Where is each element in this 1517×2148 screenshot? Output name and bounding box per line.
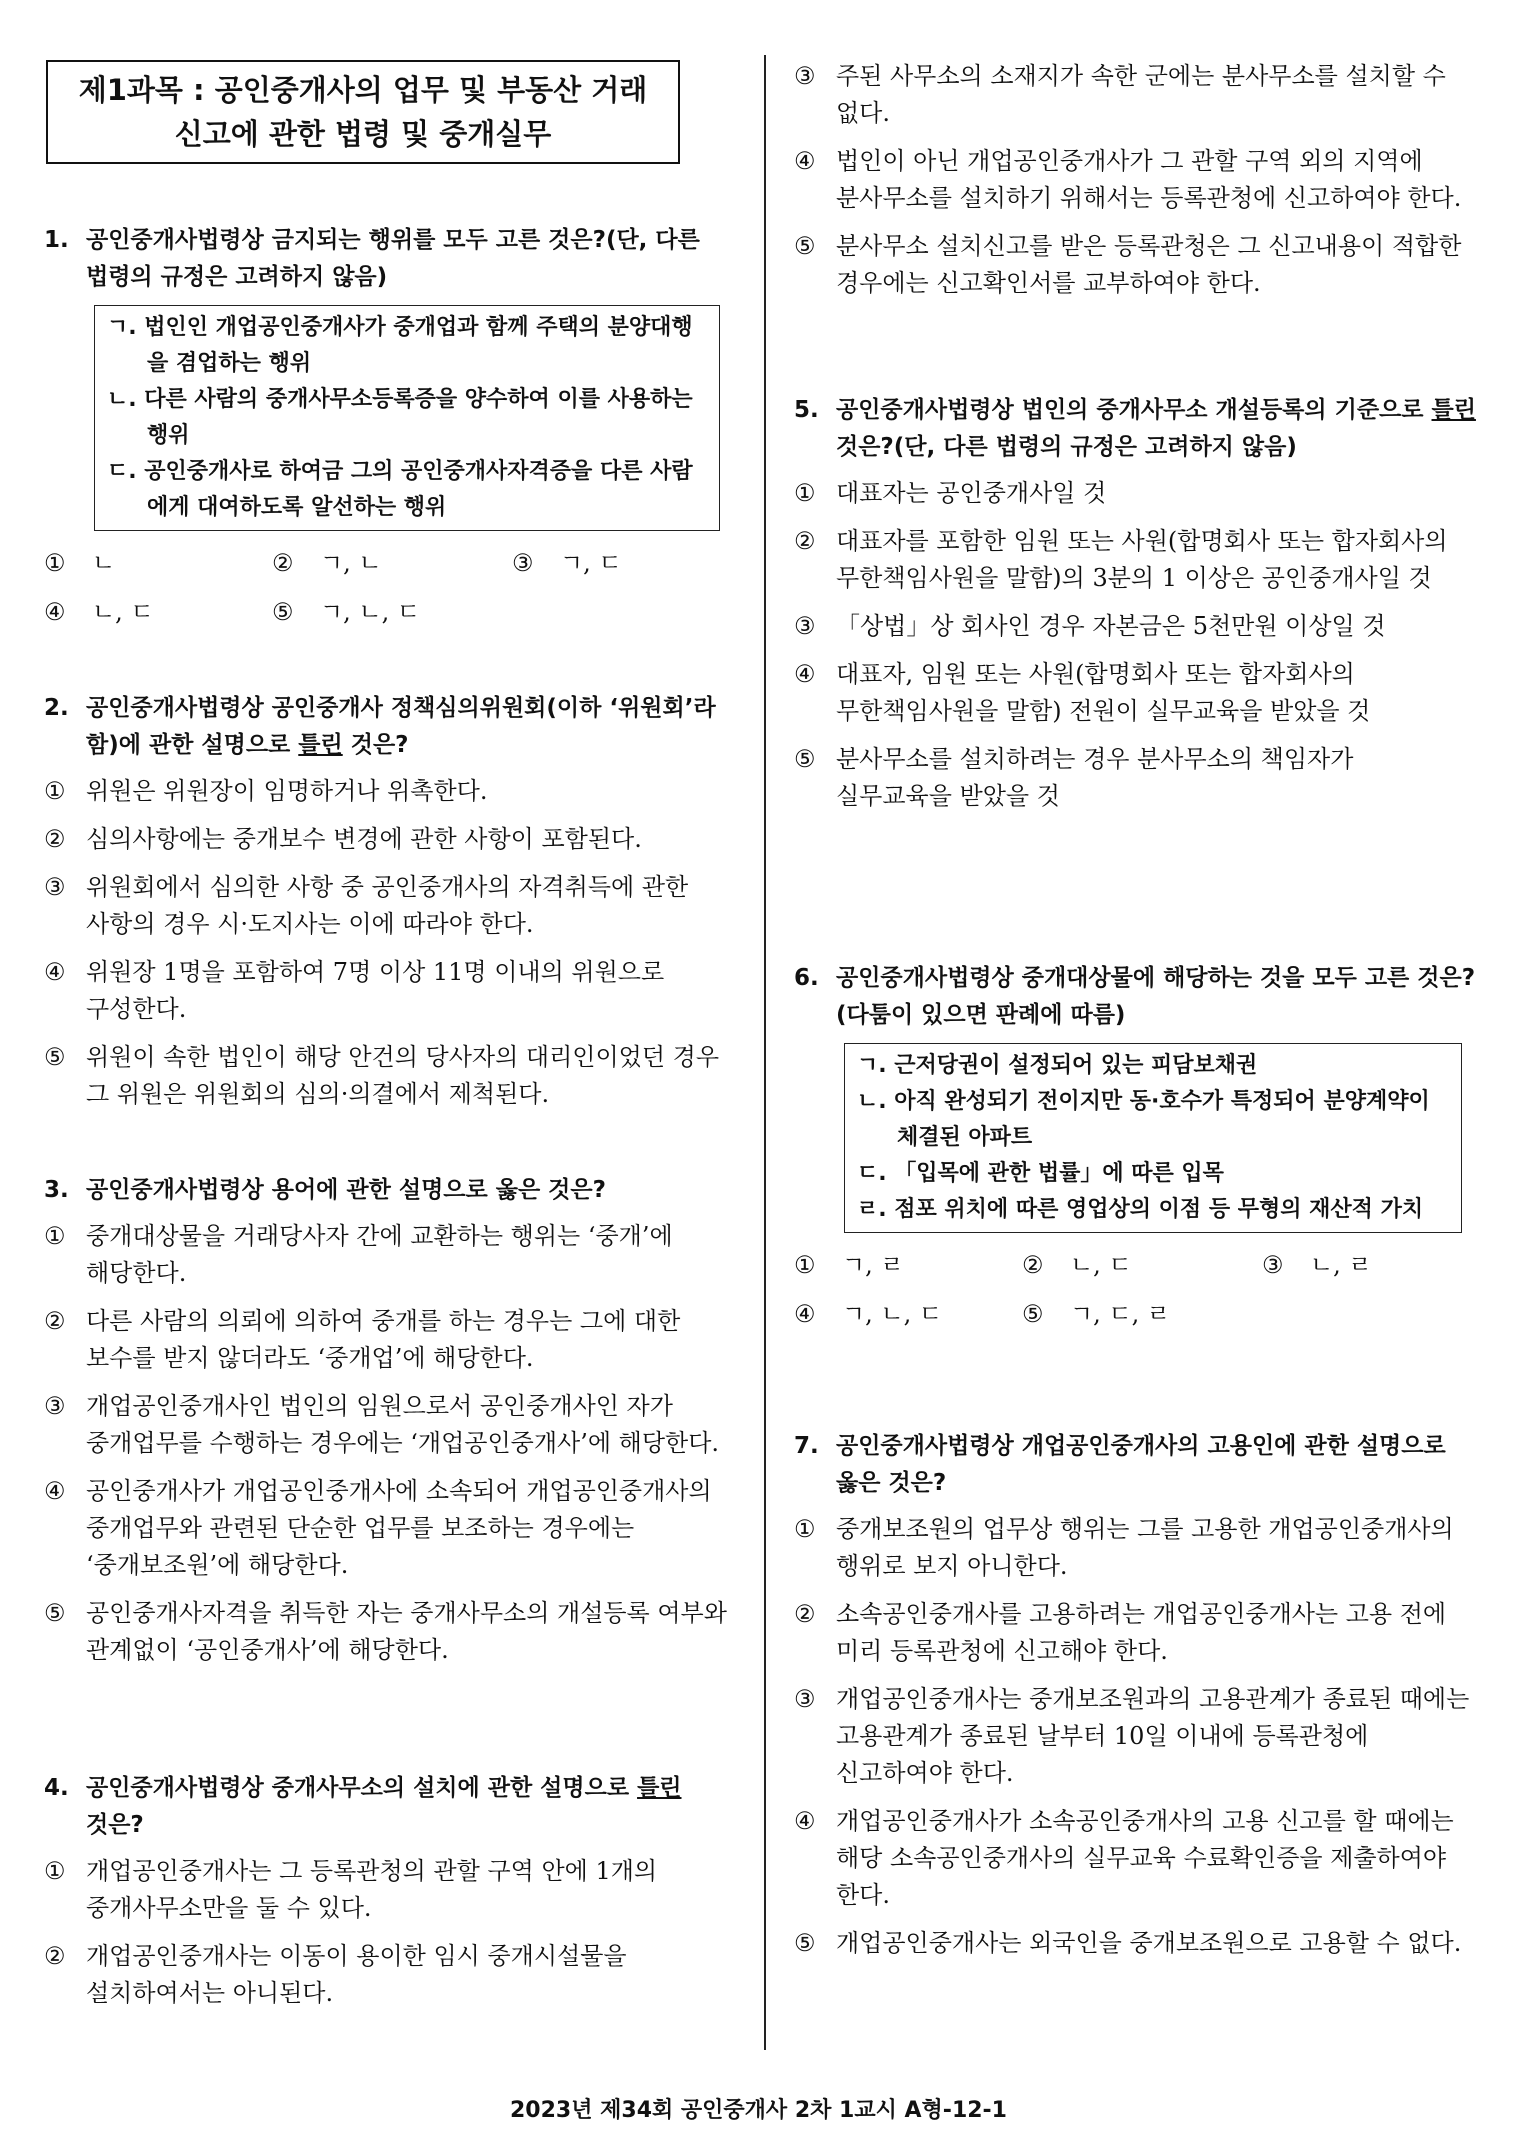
answer-choices bbox=[794, 1247, 1476, 1333]
option[interactable]: ⑤ 개업공인중개사는 외국인을 중개보조원으로 고용할 수 없다. bbox=[794, 1929, 1462, 1957]
choice[interactable]: ① ㄴ bbox=[44, 549, 116, 577]
question-number: 6. bbox=[794, 965, 819, 991]
underlined-keyword: 틀린 bbox=[298, 732, 343, 758]
question-number: 7. bbox=[794, 1433, 819, 1459]
option[interactable]: ③ 「상법」상 회사인 경우 자본금은 5천만원 이상일 것 bbox=[794, 612, 1386, 640]
question-number: 4. bbox=[44, 1775, 69, 1801]
option[interactable]: ④ 대표자, 임원 또는 사원(합명회사 또는 합자회사의 무한책임사원을 말함) 전원이 실무교육을 받았을 것 bbox=[794, 660, 1371, 725]
option[interactable]: ① 대표자는 공인중개사일 것 bbox=[794, 479, 1107, 507]
condition-box bbox=[844, 1043, 1462, 1233]
option[interactable]: ④ 공인중개사가 개업공인중개사에 소속되어 개업공인중개사의 중개업무와 관련된 단순한 업무를 보조하는 경우에는 ‘중개보조원’에 해당한다. bbox=[44, 1477, 712, 1579]
option[interactable]: ⑤ 분사무소를 설치하려는 경우 분사무소의 책임자가 실무교육을 받았을 것 bbox=[794, 745, 1354, 810]
question-7 bbox=[794, 1428, 1476, 1973]
choice[interactable]: ② ㄴ, ㄷ bbox=[1022, 1251, 1132, 1279]
option[interactable]: ① 위원은 위원장이 임명하거나 위촉한다. bbox=[44, 777, 488, 805]
question-5: 5. 공인중개사법령상 법인의 중개사무소 개설등록의 기준으로 틀린 것은?(단, 다른 법령의 규정은 고려하지 않음) ① 대표자는 공인중개사일 것 ② 대표자를 포함한 임원 또는 사원(합명회사 또는 합자회사의 무한책임사원을 말함)의 3분의 1 이상은 공인중개사일 것 ③ 「상법」상 회사인 경우 자본금은 5천만원 이상일 것 ④ 대표자, 임원 또는 사원(합명회사 또는 합자회사의 무한책임사원을 말함) 전원이 실무교육을 받았을 것 ⑤ 분사무소를 설치하려는 경우 분사무소의 책임자가 실무교육을 받았을 것 bbox=[794, 392, 1476, 826]
choice[interactable]: ⑤ ㄱ, ㄴ, ㄷ bbox=[272, 598, 421, 626]
condition-item: ㄴ. 아직 완성되기 전이지만 동·호수가 특정되어 분양계약이 체결된 아파트 bbox=[857, 1089, 1430, 1150]
page-footer: 2023년 제34회 공인중개사 2차 1교시 A형-12-1 bbox=[510, 2098, 1007, 2123]
option[interactable]: ① 중개보조원의 업무상 행위는 그를 고용한 개업공인중개사의 행위로 보지 아니한다. bbox=[794, 1515, 1454, 1580]
option[interactable]: ⑤ 공인중개사자격을 취득한 자는 중개사무소의 개설등록 여부와 관계없이 ‘공인중개사’에 해당한다. bbox=[44, 1599, 727, 1664]
option[interactable]: ⑤ 위원이 속한 법인이 해당 안건의 당사자의 대리인이었던 경우 그 위원은 위원회의 심의·의결에서 제척된다. bbox=[44, 1043, 720, 1108]
choice[interactable]: ③ ㄱ, ㄷ bbox=[512, 549, 622, 577]
question-3 bbox=[44, 1172, 734, 1680]
choice[interactable]: ④ ㄱ, ㄴ, ㄷ bbox=[794, 1300, 943, 1328]
option[interactable]: ① 개업공인중개사는 그 등록관청의 관할 구역 안에 1개의 중개사무소만을 둘 수 있다. bbox=[44, 1857, 658, 1922]
question-1 bbox=[44, 222, 734, 631]
question-number: 3. bbox=[44, 1177, 69, 1203]
choice[interactable]: ① ㄱ, ㄹ bbox=[794, 1251, 904, 1279]
question-2: 2. 공인중개사법령상 공인중개사 정책심의위원회(이하 ‘위원회’라 함)에 관한 설명으로 틀린 것은? ① 위원은 위원장이 임명하거나 위촉한다. ② 심의사항에는 중개보수 변경에 관한 사항이 포함된다. ③ 위원회에서 심의한 사항 중 공인중개사의 자격취득에 관한 사항의 경우 시·도지사는 이에 따라야 한다. ④ 위원장 1명을 포함하여 7명 이상 11명 이내의 위원으로 구성한다. ⑤ 위원이 속한 법인이 해당 안건의 당사자의 대리인이었던 경우 그 위원은 위원회의 심의·의결에서 제척된다. bbox=[44, 690, 734, 1124]
option[interactable]: ② 다른 사람의 의뢰에 의하여 중개를 하는 경우는 그에 대한 보수를 받지 않더라도 ‘중개업’에 해당한다. bbox=[44, 1307, 681, 1372]
question-number: 1. bbox=[44, 227, 69, 253]
condition-box bbox=[94, 305, 720, 531]
subject-title-line1: 제1과목 : 공인중개사의 업무 및 부동산 거래 bbox=[78, 73, 648, 107]
condition-item: ㄷ. 「입목에 관한 법률」에 따른 입목 bbox=[857, 1161, 1224, 1186]
subject-title-box bbox=[46, 60, 680, 164]
option[interactable]: ② 개업공인중개사는 이동이 용이한 임시 중개시설물을 설치하여서는 아니된다. bbox=[44, 1942, 627, 2007]
underlined-keyword: 틀린 bbox=[1431, 397, 1476, 423]
question-stem: 공인중개사법령상 개업공인중개사의 고용인에 관한 설명으로 옳은 것은? bbox=[836, 1433, 1446, 1496]
option[interactable]: ② 심의사항에는 중개보수 변경에 관한 사항이 포함된다. bbox=[44, 825, 642, 853]
question-number: 5. bbox=[794, 397, 819, 423]
subject-title-line2: 신고에 관한 법령 및 중개실무 bbox=[174, 117, 552, 151]
option[interactable]: ③ 주된 사무소의 소재지가 속한 군에는 분사무소를 설치할 수 없다. bbox=[794, 62, 1446, 127]
question-4-continued bbox=[794, 58, 1476, 313]
question-4: 4. 공인중개사법령상 중개사무소의 설치에 관한 설명으로 틀린 것은? ① 개업공인중개사는 그 등록관청의 관할 구역 안에 1개의 중개사무소만을 둘 수 있다. ② 개업공인중개사는 이동이 용이한 임시 중개시설물을 설치하여서는 아니된다. bbox=[44, 1770, 734, 2023]
choice[interactable]: ③ ㄴ, ㄹ bbox=[1262, 1251, 1372, 1279]
condition-item: ㄷ. 공인중개사로 하여금 그의 공인중개사자격증을 다른 사람에게 대여하도록 알선하는 행위 bbox=[107, 459, 693, 520]
option[interactable]: ② 대표자를 포함한 임원 또는 사원(합명회사 또는 합자회사의 무한책임사원을 말함)의 3분의 1 이상은 공인중개사일 것 bbox=[794, 527, 1448, 592]
question-stem: 공인중개사법령상 용어에 관한 설명으로 옳은 것은? bbox=[86, 1177, 606, 1203]
question-6 bbox=[794, 960, 1476, 1333]
option[interactable]: ④ 법인이 아닌 개업공인중개사가 그 관할 구역 외의 지역에 분사무소를 설치하기 위해서는 등록관청에 신고하여야 한다. bbox=[794, 147, 1462, 212]
column-divider bbox=[764, 55, 766, 2050]
option[interactable]: ③ 개업공인중개사는 중개보조원과의 고용관계가 종료된 때에는 고용관계가 종료된 날부터 10일 이내에 등록관청에 신고하여야 한다. bbox=[794, 1685, 1470, 1787]
condition-item: ㄹ. 점포 위치에 따른 영업상의 이점 등 무형의 재산적 가치 bbox=[857, 1197, 1424, 1222]
question-number: 2. bbox=[44, 695, 69, 721]
option[interactable]: ① 중개대상물을 거래당사자 간에 교환하는 행위는 ‘중개’에 해당한다. bbox=[44, 1222, 673, 1287]
option[interactable]: ③ 위원회에서 심의한 사항 중 공인중개사의 자격취득에 관한 사항의 경우 시·도지사는 이에 따라야 한다. bbox=[44, 873, 689, 938]
question-stem: 공인중개사법령상 금지되는 행위를 모두 고른 것은?(단, 다른 법령의 규정은 고려하지 않음) bbox=[86, 227, 700, 290]
question-stem: 공인중개사법령상 중개대상물에 해당하는 것을 모두 고른 것은?(다툼이 있으면 판례에 따름) bbox=[836, 965, 1476, 1028]
answer-choices bbox=[44, 545, 734, 631]
option[interactable]: ⑤ 분사무소 설치신고를 받은 등록관청은 그 신고내용이 적합한 경우에는 신고확인서를 교부하여야 한다. bbox=[794, 232, 1462, 297]
choice[interactable]: ④ ㄴ, ㄷ bbox=[44, 598, 154, 626]
condition-item: ㄴ. 다른 사람의 중개사무소등록증을 양수하여 이를 사용하는 행위 bbox=[107, 387, 693, 448]
option[interactable]: ③ 개업공인중개사인 법인의 임원으로서 공인중개사인 자가 중개업무를 수행하는 경우에는 ‘개업공인중개사’에 해당한다. bbox=[44, 1392, 720, 1457]
condition-item: ㄱ. 근저당권이 설정되어 있는 피담보채권 bbox=[857, 1053, 1258, 1078]
choice[interactable]: ② ㄱ, ㄴ bbox=[272, 549, 382, 577]
option[interactable]: ④ 개업공인중개사가 소속공인중개사의 고용 신고를 할 때에는 해당 소속공인중개사의 실무교육 수료확인증을 제출하여야 한다. bbox=[794, 1807, 1454, 1909]
option[interactable]: ④ 위원장 1명을 포함하여 7명 이상 11명 이내의 위원으로 구성한다. bbox=[44, 958, 665, 1023]
choice[interactable]: ⑤ ㄱ, ㄷ, ㄹ bbox=[1022, 1300, 1171, 1328]
underlined-keyword: 틀린 bbox=[637, 1775, 682, 1801]
condition-item: ㄱ. 법인인 개업공인중개사가 중개업과 함께 주택의 분양대행을 겸업하는 행위 bbox=[107, 315, 693, 376]
option[interactable]: ② 소속공인중개사를 고용하려는 개업공인중개사는 고용 전에 미리 등록관청에 신고해야 한다. bbox=[794, 1600, 1447, 1665]
